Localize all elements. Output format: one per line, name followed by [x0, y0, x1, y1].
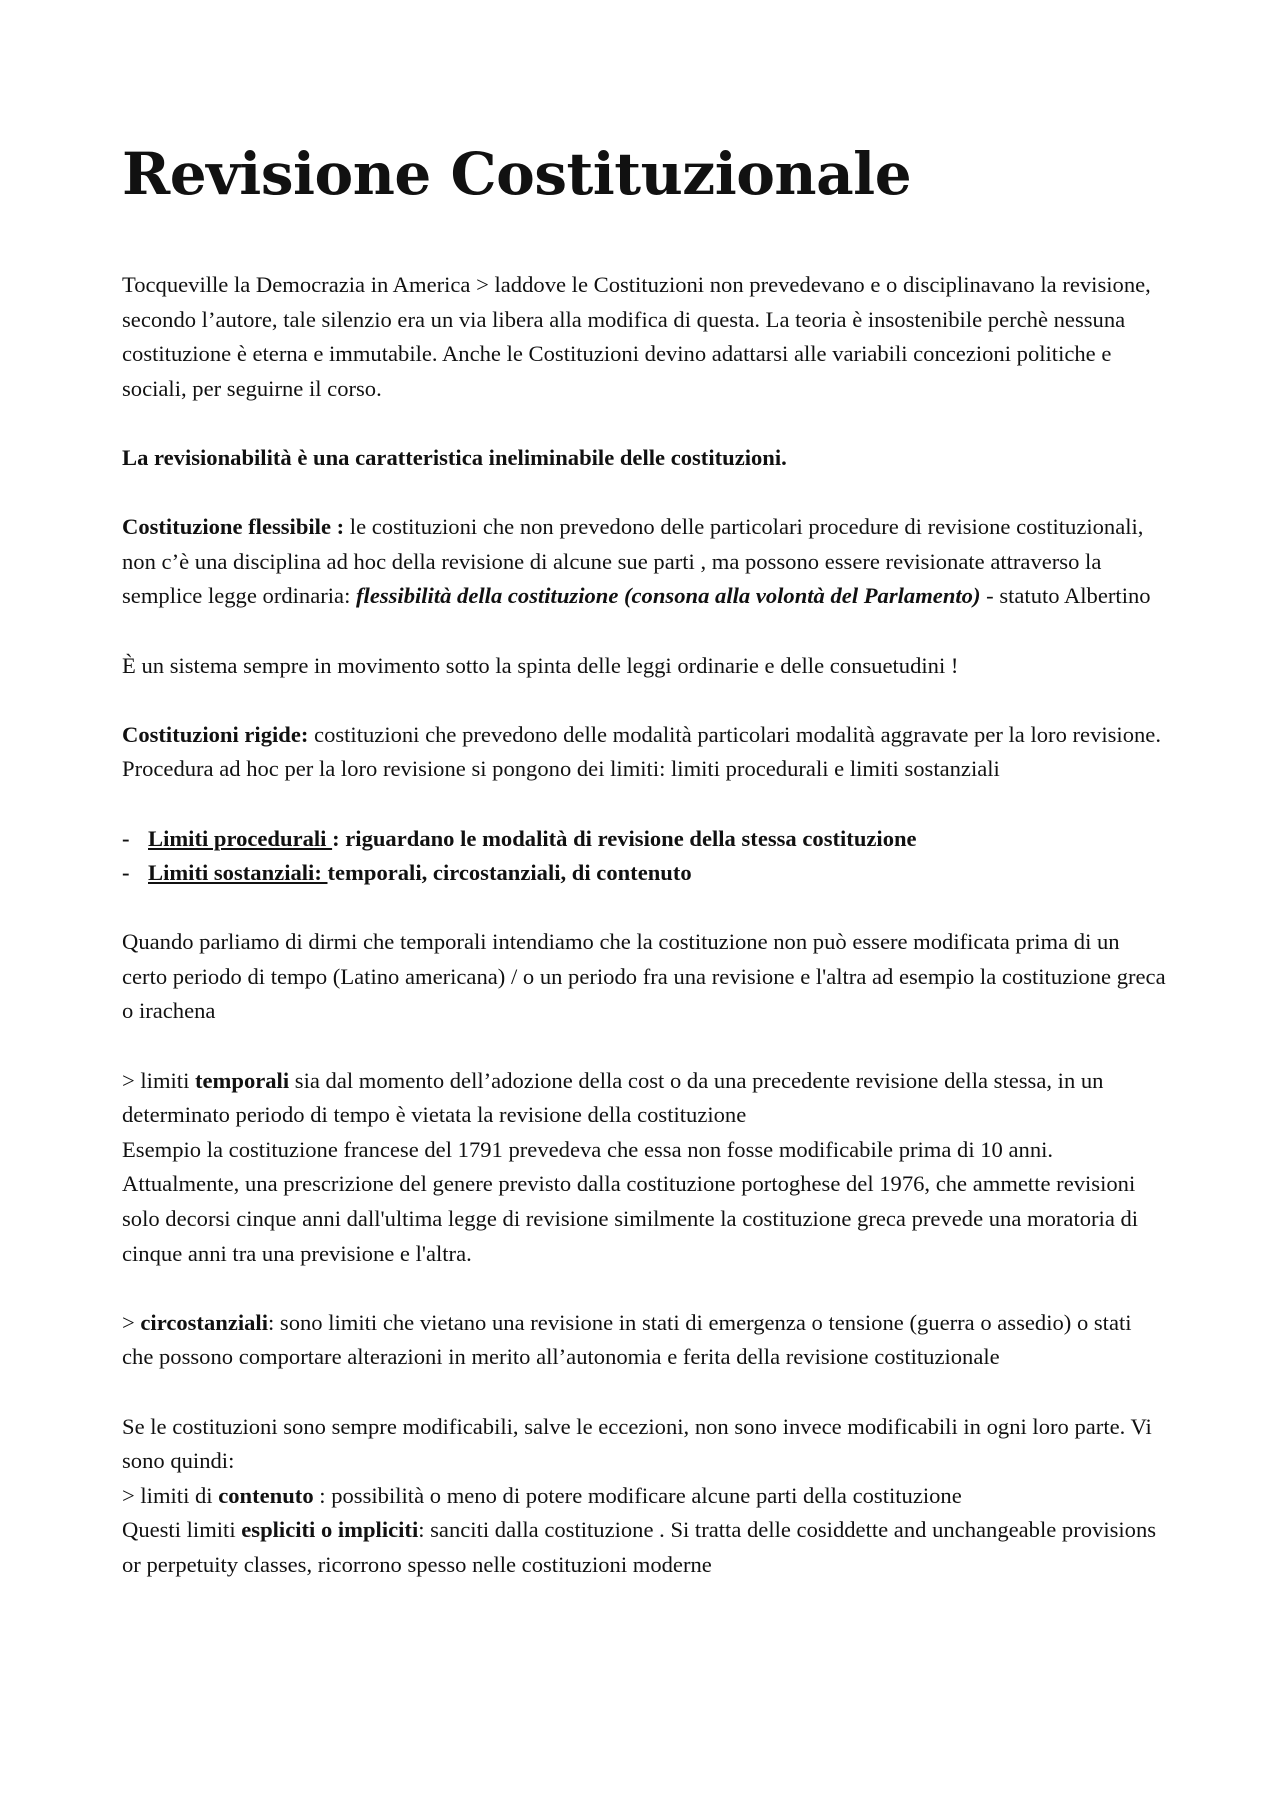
limiti-procedurali-text: : riguardano le modalità di revisione della stessa costituzione: [332, 825, 917, 851]
espliciti-definition: : sanciti dalla costituzione . Si tratta delle cosiddette and unchangeable provisions or perpetuity classes, ricorrono spesso nelle costituzioni moderne: [122, 1517, 1157, 1577]
paragraph-temporali-intro: Quando parliamo di dirmi che temporali intendiamo che la costituzione non può essere modificata prima di un certo periodo di tempo (Latino americana) / o un periodo fra una revisione e l'altra ad esempio la costituzione greca o irachena: [122, 929, 1166, 1024]
document-body: [122, 268, 1168, 1583]
paragraph-espliciti-impliciti: [122, 1513, 1168, 1582]
term-costituzione-flessibile: Costituzione flessibile :: [122, 514, 345, 540]
limiti-sostanziali-label: Limiti sostanziali:: [148, 860, 328, 886]
page-title: Revisione Costituzionale: [122, 140, 912, 208]
paragraph-limiti-temporali: [122, 1064, 1168, 1133]
bullet-dash: -: [122, 825, 130, 851]
paragraph-costituzioni-rigide: [122, 718, 1168, 787]
circostanziali-prefix: >: [122, 1309, 141, 1335]
flessibile-emphasis: flessibilità della costituzione (consona alla volontà del Parlamento): [356, 583, 981, 609]
rigide-definition: costituzioni che prevedono delle modalità particolari modalità aggravate per la loro revisione. Procedura ad hoc per la loro revisione si pongono dei limiti: limiti procedurali e limiti sostanziali: [122, 721, 1161, 782]
contenuto-definition: : possibilità o meno di potere modificare alcune parti della costituzione: [313, 1482, 962, 1508]
paragraph-costituzione-flessibile: [122, 510, 1168, 614]
paragraph-temporali-esempio: Esempio la costituzione francese del 1791 prevedeva che essa non fosse modificabile prima di 10 anni. Attualmente, una prescrizione del genere previsto dalla costituzione portoghese del 1976, che ammette revisioni solo decorsi cinque anni dall'ultima legge di revisione similmente la costituzione greca prevede una moratoria di cinque anni tra una previsione e l'altra.: [122, 1136, 1139, 1266]
circostanziali-definition: : sono limiti che vietano una revisione in stati di emergenza o tensione (guerra o assedio) o stati che possono comportare alterazioni in merito all’autonomia e ferita della revisione costituzionale: [122, 1309, 1132, 1370]
paragraph-contenuto-intro: Se le costituzioni sono sempre modificabili, salve le eccezioni, non sono invece modificabili in ogni loro parte. Vi sono quindi:: [122, 1413, 1152, 1474]
flessibile-definition: le costituzioni che non prevedono delle particolari procedure di revisione costituzionali, non c’è una disciplina ad hoc della revisione di alcune sue parti , ma possono essere revisionate attraverso la semplice legge ordinaria:: [122, 514, 1144, 609]
limiti-procedurali-label: Limiti procedurali: [148, 825, 333, 851]
term-temporali: temporali: [195, 1067, 290, 1093]
paragraph-limiti-contenuto: [122, 1479, 1168, 1514]
paragraph-revisionabilita: [122, 441, 1168, 476]
bullet-dash: -: [122, 860, 130, 886]
term-contenuto: contenuto: [218, 1482, 314, 1508]
flessibile-tail: - statuto Albertino: [980, 583, 1151, 609]
term-circostanziali: circostanziali: [140, 1309, 268, 1335]
paragraph-tocqueville: Tocqueville la Democrazia in America > laddove le Costituzioni non prevedevano e o disciplinavano la revisione, secondo l’autore, tale silenzio era un via libera alla modifica di questa. La teoria è insostenibile perchè nessuna costituzione è eterna e immutabile. Anche le Costituzioni devino adattarsi alle variabili concezioni politiche e sociali, per seguirne il corso.: [122, 272, 1151, 401]
temporali-prefix: > limiti: [122, 1067, 195, 1093]
list-item-limiti-sostanziali: [122, 856, 1168, 891]
term-espliciti-impliciti: espliciti o impliciti: [241, 1517, 419, 1543]
limits-list: [122, 822, 1168, 891]
contenuto-prefix: > limiti di: [122, 1482, 219, 1508]
espliciti-prefix: Questi limiti: [122, 1517, 242, 1543]
limiti-sostanziali-text: temporali, circostanziali, di contenuto: [327, 860, 692, 886]
term-costituzioni-rigide: Costituzioni rigide:: [122, 721, 309, 747]
revisionabilita-statement: La revisionabilità è una caratteristica ineliminabile delle costituzioni.: [122, 444, 787, 470]
temporali-definition: sia dal momento dell’adozione della cost o da una precedente revisione della stessa, in un determinato periodo di tempo è vietata la revisione della costituzione: [122, 1067, 1104, 1128]
paragraph-limiti-circostanziali: [122, 1306, 1168, 1375]
paragraph-sistema-movimento: È un sistema sempre in movimento sotto la spinta delle leggi ordinarie e delle consuetudini !: [122, 652, 959, 678]
list-item-limiti-procedurali: [122, 822, 1168, 857]
